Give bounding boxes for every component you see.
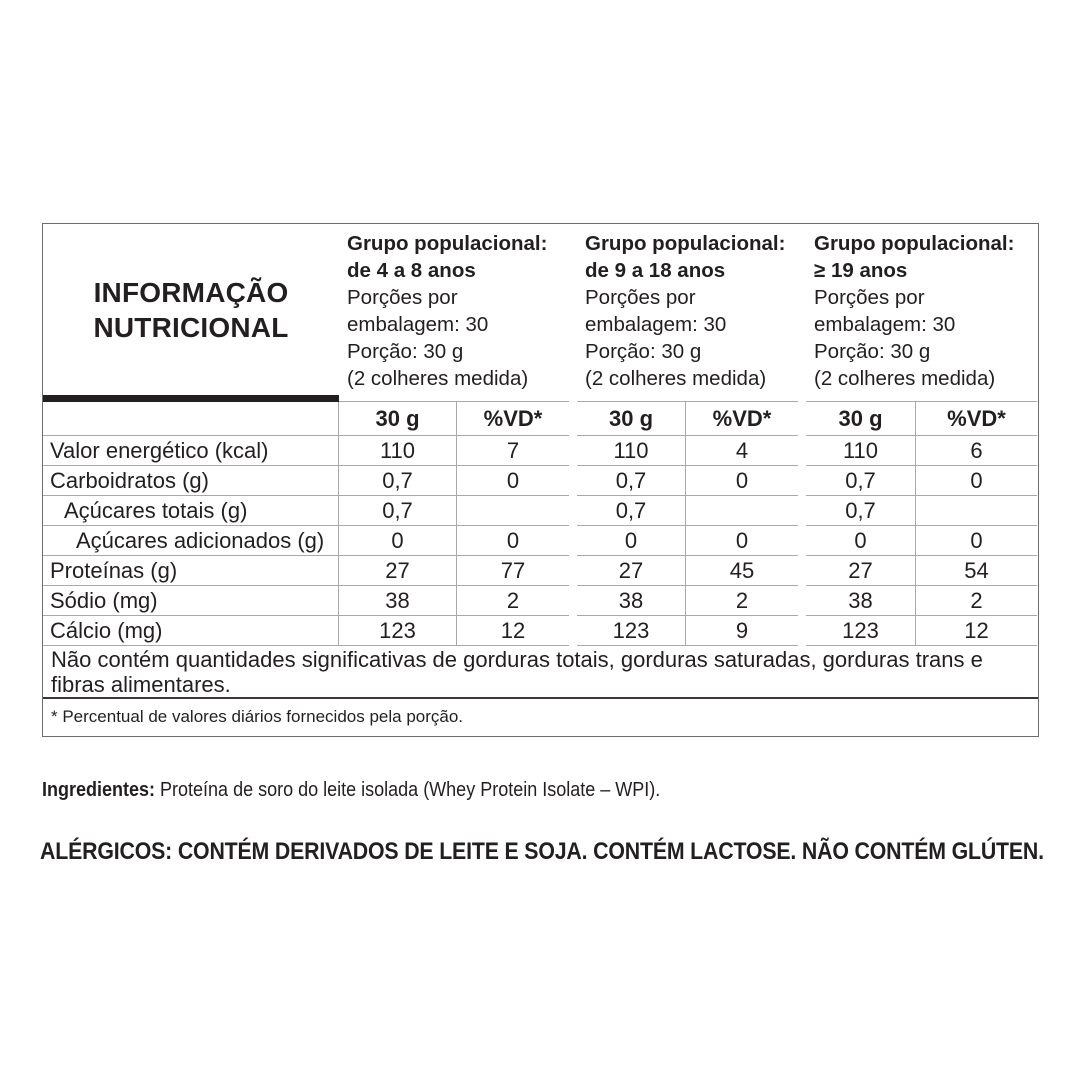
serving-measure-line: (2 colheres medida): [585, 367, 767, 390]
row-label: Açúcares adicionados (g): [43, 526, 339, 556]
table-row: [43, 586, 1038, 616]
servings-line: embalagem: 30: [585, 313, 727, 336]
value-cell: 0: [686, 466, 798, 496]
value-cell: 0,7: [577, 496, 686, 526]
serving-size-line: Porção: 30 g: [585, 340, 702, 363]
nutrition-table: [42, 223, 1039, 737]
ingredients-text: Proteína de soro do leite isolada (Whey Protein Isolate – WPI).: [155, 779, 661, 801]
group-header-4-8: [339, 224, 569, 402]
column-gap: [569, 402, 577, 436]
table-row: [43, 496, 1038, 526]
servings-line: Porções por: [347, 286, 458, 309]
value-cell: 2: [686, 586, 798, 616]
value-cell: 123: [806, 616, 916, 646]
group-name-line: Grupo populacional:: [585, 232, 786, 255]
servings-line: Porções por: [814, 286, 925, 309]
value-cell: 54: [916, 556, 1037, 586]
value-cell: [686, 496, 798, 526]
value-cell: 0: [339, 526, 457, 556]
serving-size-line: Porção: 30 g: [347, 340, 464, 363]
column-gap: [569, 496, 577, 526]
value-cell: 123: [577, 616, 686, 646]
col-header-dv: %VD*: [457, 402, 569, 436]
value-cell: 38: [339, 586, 457, 616]
servings-line: embalagem: 30: [814, 313, 956, 336]
note-insignificant-amounts: Não contém quantidades significativas de gorduras totais, gorduras saturadas, gorduras trans e fibras alimentares.: [43, 646, 1038, 699]
row-label: Açúcares totais (g): [43, 496, 339, 526]
value-cell: 2: [457, 586, 569, 616]
col-header-amount: 30 g: [339, 402, 457, 436]
column-gap: [798, 436, 806, 466]
value-cell: 0,7: [339, 466, 457, 496]
col-header-dv: %VD*: [686, 402, 798, 436]
column-gap: [569, 586, 577, 616]
value-cell: [457, 496, 569, 526]
column-gap: [798, 526, 806, 556]
value-cell: 110: [339, 436, 457, 466]
value-cell: 2: [916, 586, 1037, 616]
value-cell: 12: [916, 616, 1037, 646]
column-gap: [798, 466, 806, 496]
value-cell: 77: [457, 556, 569, 586]
table-row: [43, 616, 1038, 646]
group-header-19plus: [806, 224, 1037, 402]
allergens-line: ALÉRGICOS: CONTÉM DERIVADOS DE LEITE E SOJA. CONTÉM LACTOSE. NÃO CONTÉM GLÚTEN.: [40, 838, 1044, 865]
value-cell: 0: [457, 526, 569, 556]
column-gap: [569, 466, 577, 496]
value-cell: 0: [577, 526, 686, 556]
col-header-amount: 30 g: [577, 402, 686, 436]
servings-line: embalagem: 30: [347, 313, 489, 336]
table-title: INFORMAÇÃO NUTRICIONAL: [43, 224, 339, 402]
column-gap: [569, 616, 577, 646]
value-cell: 27: [577, 556, 686, 586]
value-cell: 0: [916, 466, 1037, 496]
value-cell: 0,7: [339, 496, 457, 526]
value-cell: 0: [916, 526, 1037, 556]
value-cell: 0,7: [806, 466, 916, 496]
group-name-line: de 4 a 8 anos: [347, 259, 476, 282]
column-gap: [798, 496, 806, 526]
value-cell: 0: [686, 526, 798, 556]
group-name-line: Grupo populacional:: [814, 232, 1015, 255]
table-header-band: [43, 224, 1038, 402]
value-cell: 38: [806, 586, 916, 616]
column-header-row: [43, 402, 1038, 436]
column-gap: [798, 616, 806, 646]
value-cell: 45: [686, 556, 798, 586]
row-label: Sódio (mg): [43, 586, 339, 616]
table-row: [43, 556, 1038, 586]
group-name-line: ≥ 19 anos: [814, 259, 908, 282]
ingredients-label: Ingredientes:: [42, 779, 156, 801]
row-label: Valor energético (kcal): [43, 436, 339, 466]
serving-size-line: Porção: 30 g: [814, 340, 931, 363]
table-row: [43, 526, 1038, 556]
value-cell: 110: [806, 436, 916, 466]
ingredients-line: [42, 778, 660, 802]
value-cell: 110: [577, 436, 686, 466]
row-label: Cálcio (mg): [43, 616, 339, 646]
value-cell: 27: [339, 556, 457, 586]
group-name-line: Grupo populacional:: [347, 232, 548, 255]
row-label: Carboidratos (g): [43, 466, 339, 496]
column-gap: [798, 224, 806, 402]
col-header-amount: 30 g: [806, 402, 916, 436]
serving-measure-line: (2 colheres medida): [814, 367, 996, 390]
value-cell: 0: [806, 526, 916, 556]
value-cell: 27: [806, 556, 916, 586]
group-header-9-18: [577, 224, 798, 402]
value-cell: 0: [457, 466, 569, 496]
col-header-dv: %VD*: [916, 402, 1037, 436]
table-row: [43, 466, 1038, 496]
group-name-line: de 9 a 18 anos: [585, 259, 726, 282]
column-header-spacer: [43, 402, 339, 436]
table-row: [43, 436, 1038, 466]
row-label: Proteínas (g): [43, 556, 339, 586]
value-cell: 38: [577, 586, 686, 616]
value-cell: [916, 496, 1037, 526]
value-cell: 0,7: [577, 466, 686, 496]
footnote-daily-values: * Percentual de valores diários fornecidos pela porção.: [51, 707, 464, 726]
column-gap: [569, 436, 577, 466]
value-cell: 9: [686, 616, 798, 646]
value-cell: 123: [339, 616, 457, 646]
column-gap: [569, 526, 577, 556]
value-cell: 12: [457, 616, 569, 646]
column-gap: [798, 402, 806, 436]
column-gap: [569, 224, 577, 402]
value-cell: 4: [686, 436, 798, 466]
value-cell: 0,7: [806, 496, 916, 526]
column-gap: [798, 556, 806, 586]
servings-line: Porções por: [585, 286, 696, 309]
column-gap: [569, 556, 577, 586]
value-cell: 7: [457, 436, 569, 466]
serving-measure-line: (2 colheres medida): [347, 367, 529, 390]
column-gap: [798, 586, 806, 616]
value-cell: 6: [916, 436, 1037, 466]
